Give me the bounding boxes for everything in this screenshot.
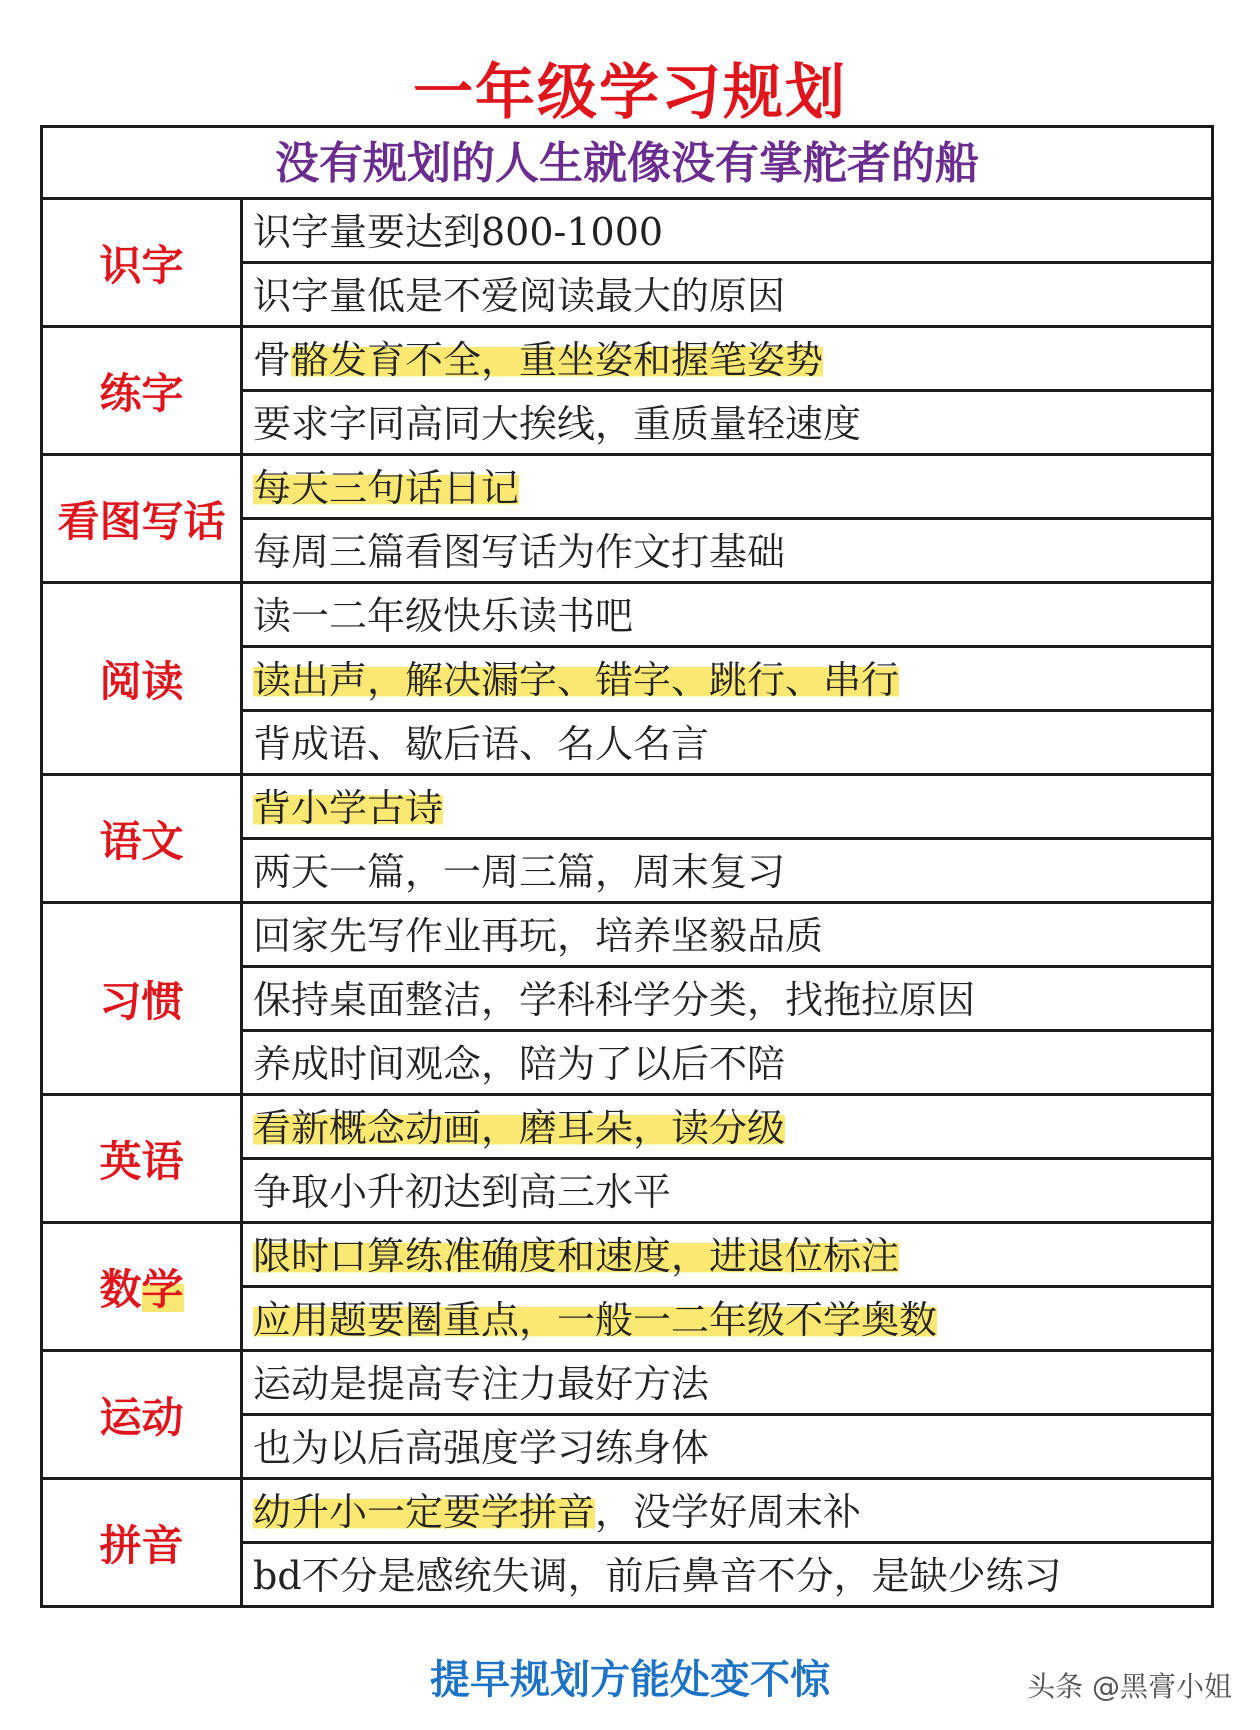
plan-item <box>243 392 1211 453</box>
section-items <box>243 1096 1211 1221</box>
section-kantu-xiehua <box>43 456 1211 584</box>
item-text-highlighted: 看新概念动画，磨耳朵，读分级 <box>253 1106 786 1150</box>
plan-table <box>40 125 1214 1608</box>
plan-item <box>243 1224 1211 1288</box>
item-text: 争取小升初达到高三水平 <box>253 1170 672 1214</box>
section-pinyin <box>43 1480 1211 1605</box>
plan-item <box>243 264 1211 325</box>
section-label <box>43 1352 243 1477</box>
section-items <box>243 1224 1211 1349</box>
plan-item <box>243 328 1211 392</box>
section-label-text: 练字 <box>99 368 184 418</box>
item-text-highlighted: 应用题要圈重点，一般一二年级不学奥数 <box>253 1298 938 1342</box>
section-shuxue <box>43 1224 1211 1352</box>
item-text: 每周三篇看图写话为作文打基础 <box>253 530 786 574</box>
section-label-text: 数 <box>99 1264 142 1314</box>
watermark: 头条 @黑膏小姐 <box>1027 1670 1232 1703</box>
item-text: 运动是提高专注力最好方法 <box>253 1362 710 1406</box>
plan-item <box>243 456 1211 520</box>
item-text: ，没学好周末补 <box>595 1490 862 1534</box>
section-label <box>43 456 243 581</box>
section-label-text: 阅读 <box>99 656 184 706</box>
section-label-highlight: 学 <box>142 1257 184 1317</box>
section-label-text: 语文 <box>99 816 184 866</box>
section-items <box>243 904 1211 1093</box>
plan-item <box>243 200 1211 264</box>
section-xiguan <box>43 904 1211 1096</box>
section-label <box>43 904 243 1093</box>
item-text-highlighted: 每天三句话日记 <box>253 466 520 510</box>
item-text: 背成语、歇后语、名人名言 <box>253 722 710 766</box>
footer-slogan: 提早规划方能处变不惊 <box>430 1657 830 1703</box>
section-items <box>243 584 1211 773</box>
section-label <box>43 584 243 773</box>
item-text-highlighted: 幼升小一定要学拼音 <box>253 1490 596 1534</box>
section-items <box>243 328 1211 453</box>
page-title: 一年级学习规划 <box>413 58 847 128</box>
item-text: 回家先写作业再玩，培养坚毅品质 <box>253 914 824 958</box>
section-items <box>243 1480 1211 1605</box>
item-text: 识字量低是不爱阅读最大的原因 <box>253 274 786 318</box>
plan-item <box>243 904 1211 968</box>
item-text: bd不分是感统失调，前后鼻音不分，是缺少练习 <box>253 1554 1062 1598</box>
section-label <box>43 776 243 901</box>
item-text: 保持桌面整洁，学科科学分类，找拖拉原因 <box>253 978 976 1022</box>
section-yingyu <box>43 1096 1211 1224</box>
item-text-highlighted: 限时口算练准确度和速度，进退位标注 <box>253 1234 900 1278</box>
section-label <box>43 328 243 453</box>
plan-item <box>243 1480 1211 1544</box>
plan-item <box>243 1160 1211 1221</box>
section-items <box>243 200 1211 325</box>
section-label <box>43 1224 243 1349</box>
section-yuwen <box>43 776 1211 904</box>
section-label <box>43 1096 243 1221</box>
section-label-text: 拼音 <box>99 1520 184 1570</box>
plan-item <box>243 648 1211 712</box>
section-label-text: 看图写话 <box>57 496 226 546</box>
section-items <box>243 456 1211 581</box>
item-text: 读一二年级快乐读书吧 <box>253 594 634 638</box>
plan-item <box>243 1416 1211 1477</box>
section-items <box>243 1352 1211 1477</box>
section-label <box>43 200 243 325</box>
item-text-highlighted: 背小学古诗 <box>253 786 444 830</box>
item-text: 识字量要达到800-1000 <box>253 210 664 254</box>
section-yundong <box>43 1352 1211 1480</box>
item-text: 养成时间观念，陪为了以后不陪 <box>253 1042 786 1086</box>
plan-item <box>243 840 1211 901</box>
item-text: 两天一篇，一周三篇，周末复习 <box>253 850 786 894</box>
plan-item <box>243 520 1211 581</box>
section-label-text: 英语 <box>99 1136 184 1186</box>
section-shizi <box>43 200 1211 328</box>
plan-item <box>243 1544 1211 1605</box>
item-text: 要求字同高同大挨线，重质量轻速度 <box>253 402 862 446</box>
item-text-highlighted: 骼发育不全，重坐姿和握笔姿势 <box>291 338 824 382</box>
section-label <box>43 1480 243 1605</box>
section-label-text: 习惯 <box>99 976 184 1026</box>
plan-item <box>243 968 1211 1032</box>
plan-item <box>243 1032 1211 1093</box>
plan-item <box>243 776 1211 840</box>
plan-item <box>243 584 1211 648</box>
section-items <box>243 776 1211 901</box>
item-text: 也为以后高强度学习练身体 <box>253 1426 710 1470</box>
section-lianzi <box>43 328 1211 456</box>
section-label-text: 识字 <box>99 240 184 290</box>
plan-item <box>243 1288 1211 1349</box>
item-text: 骨 <box>253 338 292 382</box>
section-label-text: 运动 <box>99 1392 184 1442</box>
item-text-highlighted: 读出声，解决漏字、错字、跳行、串行 <box>253 658 900 702</box>
motto-header: 没有规划的人生就像没有掌舵者的船 <box>43 128 1211 200</box>
section-yuedu <box>43 584 1211 776</box>
plan-item <box>243 1096 1211 1160</box>
plan-item <box>243 712 1211 773</box>
plan-item <box>243 1352 1211 1416</box>
